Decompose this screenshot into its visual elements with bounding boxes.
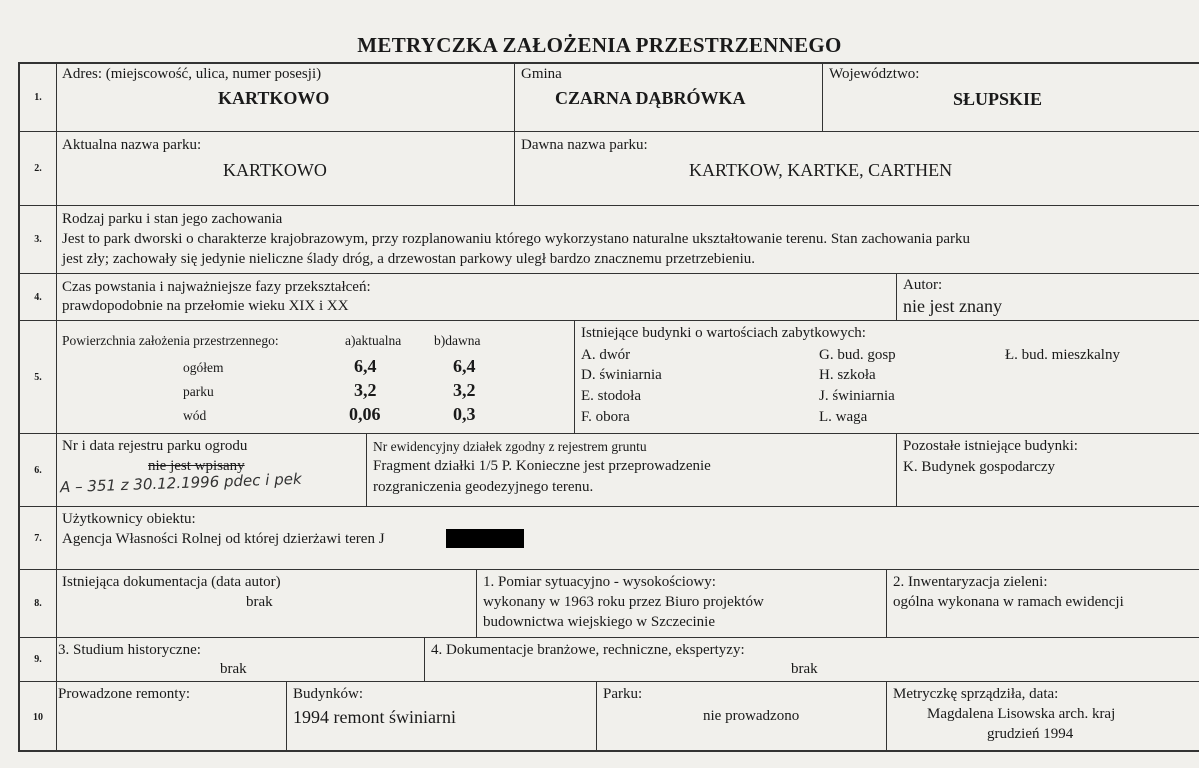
area-row-label: parku bbox=[183, 384, 214, 399]
author-cell bbox=[896, 274, 1199, 320]
row-number: 9. bbox=[20, 638, 57, 681]
row-number: 7. bbox=[20, 507, 57, 569]
row-number: 1. bbox=[20, 64, 57, 131]
current-name-value: KARTKOWO bbox=[223, 160, 327, 180]
park-type-cell bbox=[56, 206, 1199, 273]
building-g: G. bud. gosp bbox=[819, 347, 896, 363]
other-buildings-cell bbox=[896, 434, 1199, 506]
row-number: 3. bbox=[20, 206, 57, 273]
area-current-value: 6,4 bbox=[354, 356, 377, 376]
gmina-cell bbox=[514, 64, 822, 131]
row-number: 4. bbox=[20, 274, 57, 320]
row-park-type bbox=[20, 206, 1199, 274]
voivodeship-label: Województwo: bbox=[829, 66, 920, 82]
greenery-inventory-cell bbox=[886, 570, 1199, 637]
area-col-former: b)dawna bbox=[434, 333, 481, 348]
historical-study-cell bbox=[56, 638, 424, 681]
row-documentation bbox=[20, 570, 1199, 638]
gmina-label: Gmina bbox=[521, 66, 562, 82]
users-cell bbox=[56, 507, 1199, 569]
existing-docs-label: Istniejąca dokumentacja (data autor) bbox=[62, 574, 281, 590]
document-title: METRYCZKA ZAŁOŻENIA PRZESTRZENNEGO bbox=[357, 33, 842, 57]
greenery-inventory-label: 2. Inwentaryzacja zieleni: bbox=[893, 574, 1048, 590]
buildings-renovation-label: Budynków: bbox=[293, 686, 364, 702]
voivodeship-value: SŁUPSKIE bbox=[953, 89, 1043, 109]
technical-docs-value: brak bbox=[791, 661, 818, 677]
historical-study-label: 3. Studium historyczne: bbox=[58, 642, 201, 658]
prepared-by-name: Magdalena Lisowska arch. kraj bbox=[927, 706, 1116, 722]
survey-line-2: budownictwa wiejskiego w Szczecinie bbox=[483, 614, 716, 630]
building-e: E. stodoła bbox=[581, 388, 641, 404]
former-name-cell bbox=[514, 132, 1199, 205]
other-buildings-value: K. Budynek gospodarczy bbox=[903, 459, 1056, 475]
registry-label: Nr i data rejestru parku ogrodu bbox=[62, 438, 248, 454]
row-registry bbox=[20, 434, 1199, 507]
buildings-renovation-value: 1994 remont świniarni bbox=[293, 707, 456, 727]
row-number: 2. bbox=[20, 132, 57, 205]
area-current-value: 0,06 bbox=[349, 404, 381, 424]
row-number: 8. bbox=[20, 570, 57, 637]
area-col-current: a)aktualna bbox=[345, 333, 402, 348]
address-value: KARTKOWO bbox=[218, 88, 330, 108]
row-address bbox=[20, 64, 1199, 132]
existing-docs-cell bbox=[56, 570, 476, 637]
registry-handwritten-value: A – 351 z 30.12.1996 pdec i pek bbox=[59, 469, 302, 497]
row-number: 5. bbox=[20, 321, 57, 433]
area-cell bbox=[56, 321, 574, 433]
row-number: 10 bbox=[20, 682, 57, 752]
parcel-cell bbox=[366, 434, 896, 506]
voivodeship-cell bbox=[822, 64, 1199, 131]
former-name-value: KARTKOW, KARTKE, CARTHEN bbox=[689, 160, 953, 180]
current-name-cell bbox=[56, 132, 514, 205]
row-origin bbox=[20, 274, 1199, 321]
origin-cell bbox=[56, 274, 896, 320]
row-area-buildings bbox=[20, 321, 1199, 434]
buildings-renovation-cell bbox=[286, 682, 596, 752]
row-number: 6. bbox=[20, 434, 57, 506]
row-renovations bbox=[20, 682, 1199, 752]
park-renovation-cell bbox=[596, 682, 886, 752]
building-l: L. waga bbox=[819, 409, 868, 425]
building-f: F. obora bbox=[581, 409, 630, 425]
historic-buildings-cell bbox=[574, 321, 1199, 433]
other-buildings-label: Pozostałe istniejące budynki: bbox=[903, 438, 1078, 454]
origin-label: Czas powstania i najważniejsze fazy przekształceń: bbox=[62, 279, 371, 295]
building-j: J. świniarnia bbox=[819, 388, 895, 404]
technical-docs-label: 4. Dokumentacje branżowe, rechniczne, ekspertyzy: bbox=[431, 642, 745, 658]
parcel-label: Nr ewidencyjny działek zgodny z rejestrem gruntu bbox=[373, 439, 647, 454]
area-former-value: 6,4 bbox=[453, 356, 476, 376]
gmina-value: CZARNA DĄBRÓWKA bbox=[555, 88, 746, 108]
former-name-label: Dawna nazwa parku: bbox=[521, 137, 648, 153]
area-row-label: ogółem bbox=[183, 360, 224, 375]
row-users bbox=[20, 507, 1199, 570]
prepared-by-label: Metryczkę sprządziła, data: bbox=[893, 686, 1059, 702]
area-current-value: 3,2 bbox=[354, 380, 377, 400]
area-row-label: wód bbox=[183, 408, 207, 423]
survey-line-1: wykonany w 1963 roku przez Biuro projektów bbox=[483, 594, 764, 610]
users-value: Agencja Własności Rolnej od której dzierżawi teren J bbox=[62, 531, 385, 547]
park-type-label: Rodzaj parku i stan jego zachowania bbox=[62, 211, 283, 227]
prepared-by-cell bbox=[886, 682, 1199, 752]
park-renovation-label: Parku: bbox=[603, 686, 643, 702]
greenery-inventory-value: ogólna wykonana w ramach ewidencji bbox=[893, 594, 1124, 610]
park-type-line-1: Jest to park dworski o charakterze krajobrazowym, przy rozplanowaniu którego wykorzystano naturalne ukształtowanie terenu. Stan zachowania parku bbox=[62, 231, 971, 247]
building-a: A. dwór bbox=[581, 347, 631, 363]
historical-study-value: brak bbox=[220, 661, 247, 677]
area-former-value: 3,2 bbox=[453, 380, 476, 400]
row-park-name bbox=[20, 132, 1199, 206]
area-former-value: 0,3 bbox=[453, 404, 476, 424]
building-d: D. świniarnia bbox=[581, 367, 662, 383]
park-type-line-2: jest zły; zachowały się jedynie nieliczne ślady dróg, a drzewostan parkowy uległ bardzo znacznemu przetrzebieniu. bbox=[62, 251, 756, 267]
survey-label: 1. Pomiar sytuacyjno - wysokościowy: bbox=[483, 574, 716, 590]
record-form bbox=[18, 62, 1199, 752]
author-value: nie jest znany bbox=[903, 296, 1002, 316]
historic-buildings-label: Istniejące budynki o wartościach zabytkowych: bbox=[581, 325, 866, 341]
area-label: Powierzchnia założenia przestrzennego: bbox=[62, 333, 279, 348]
redaction-bar bbox=[446, 529, 524, 548]
current-name-label: Aktualna nazwa parku: bbox=[62, 137, 202, 153]
registry-struck-value: nie jest wpisany bbox=[148, 458, 245, 474]
technical-docs-cell bbox=[424, 638, 1199, 681]
renovations-label: Prowadzone remonty: bbox=[58, 686, 191, 702]
parcel-line-2: rozgraniczenia geodezyjnego terenu. bbox=[373, 479, 594, 495]
building-l-stroke: Ł. bud. mieszkalny bbox=[1005, 347, 1120, 363]
users-label: Użytkownicy obiektu: bbox=[62, 511, 196, 527]
row-studies bbox=[20, 638, 1199, 682]
existing-docs-value: brak bbox=[246, 594, 273, 610]
renovations-cell bbox=[56, 682, 286, 752]
author-label: Autor: bbox=[903, 277, 943, 293]
parcel-line-1: Fragment działki 1/5 P. Konieczne jest przeprowadzenie bbox=[373, 458, 711, 474]
address-cell bbox=[56, 64, 514, 131]
survey-cell bbox=[476, 570, 886, 637]
address-label: Adres: (miejscowość, ulica, numer posesji) bbox=[62, 66, 322, 82]
registry-cell bbox=[56, 434, 366, 506]
building-h: H. szkoła bbox=[819, 367, 876, 383]
origin-value: prawdopodobnie na przełomie wieku XIX i XX bbox=[62, 298, 349, 314]
prepared-by-date: grudzień 1994 bbox=[987, 726, 1074, 742]
park-renovation-value: nie prowadzono bbox=[703, 708, 800, 724]
